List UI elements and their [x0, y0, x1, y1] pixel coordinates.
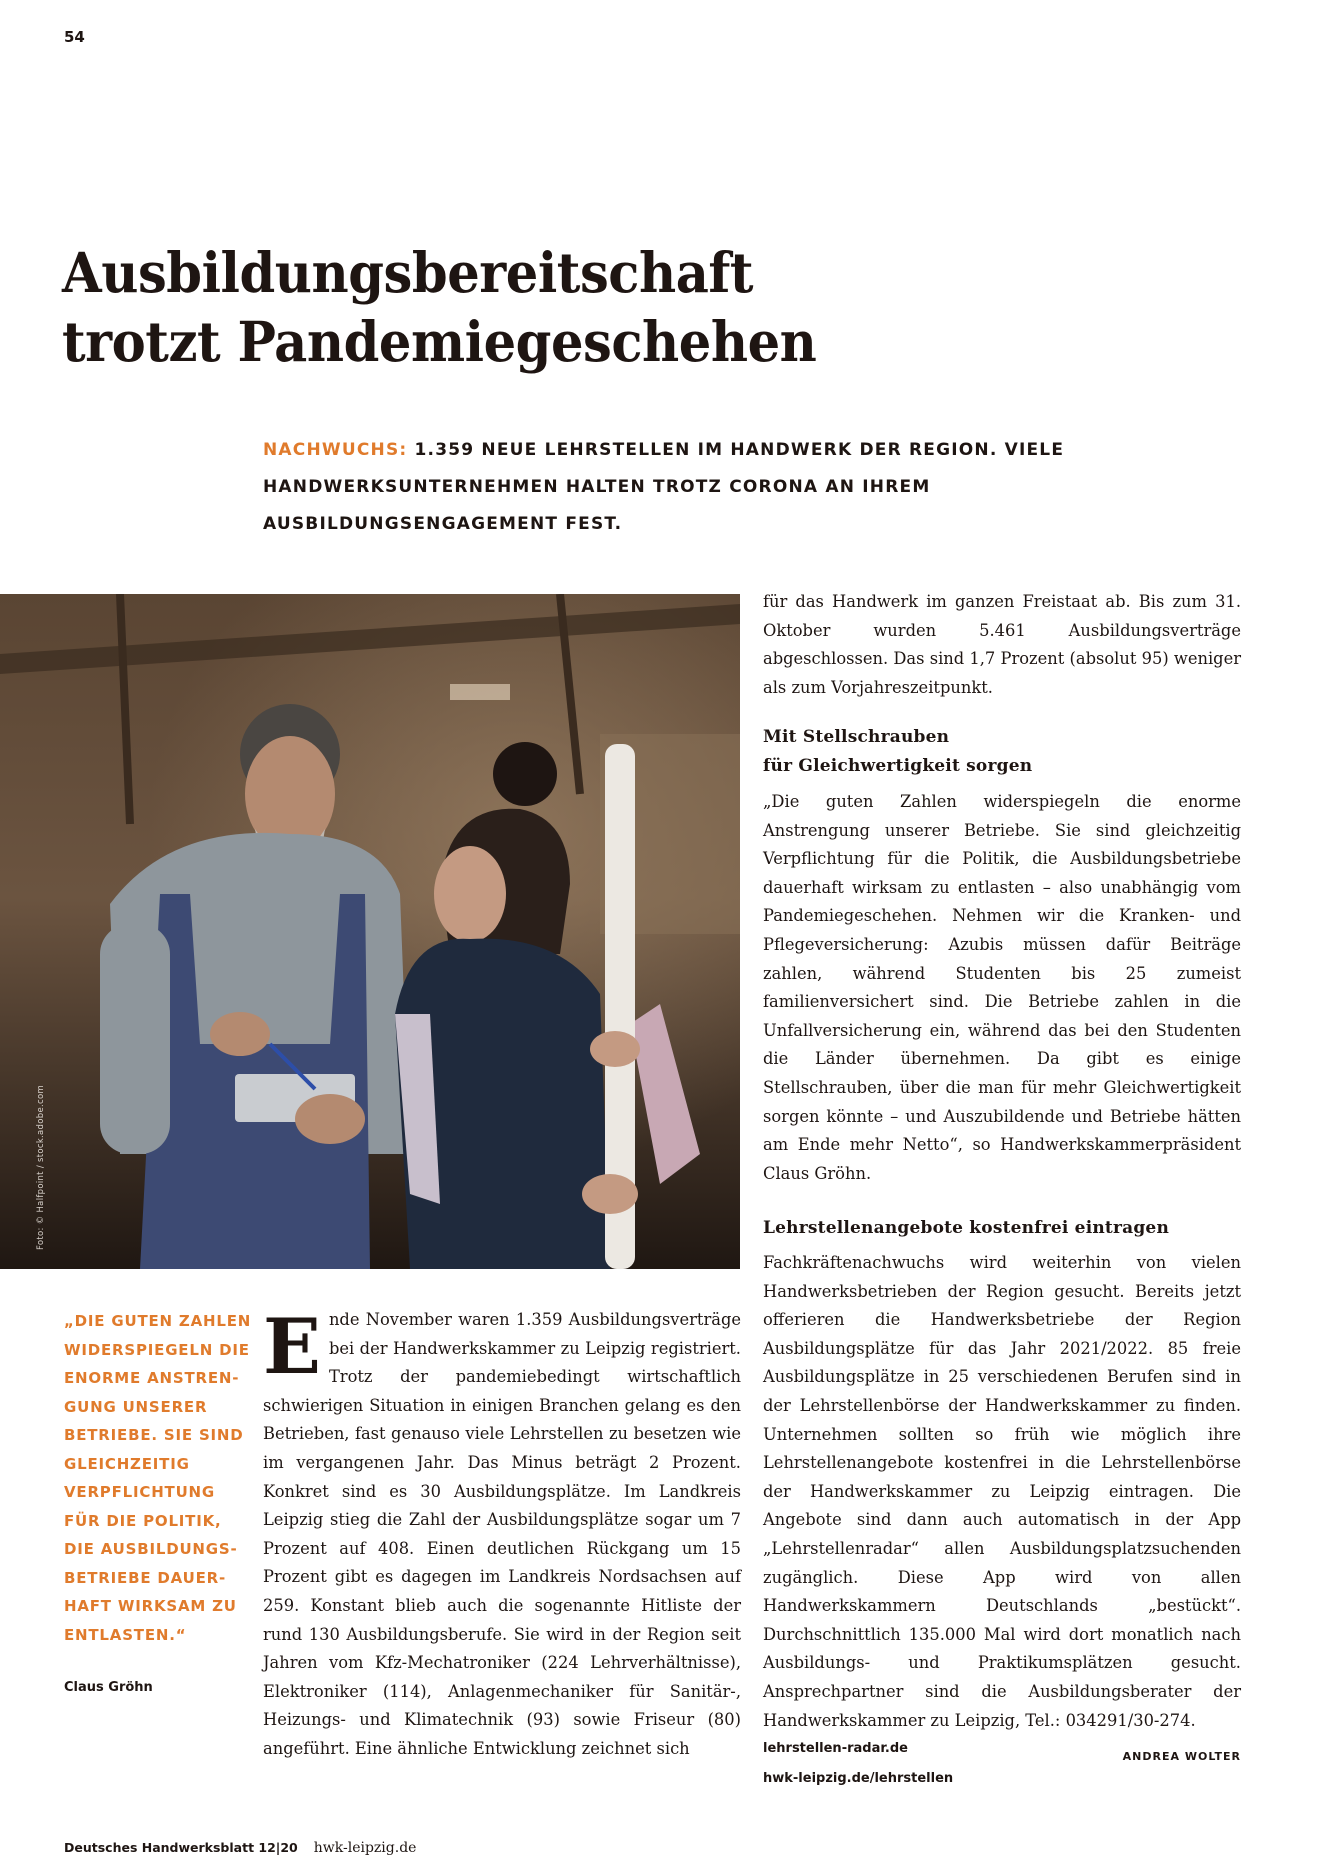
intro-text: nde November waren 1.359 Ausbildungsverträge bei der Handwerkskammer zu Leipzig registriert. Trotz der pandemiebedingt wirtschaftlich schwierigen Situation in einigen Branchen gelang es den Betrieben, fast genauso viele Lehrstellen zu besetzen wie im vergangenen Jahr. Das Minus beträgt 2 Prozent. Konkret sind es 30 Ausbildungsplätze. Im Landkreis Leipzig stieg die Zahl der Ausbildungsplätze sogar um 7 Prozent auf 408. Einen deutlichen Rückgang um 15 Prozent gibt es dagegen im Landkreis Nordsachsen auf 259. Konstant blieb auch die sogenannte Hitliste der rund 130 Ausbildungsberufe. Sie wird in der Region seit Jahren vom Kfz-Mechatroniker (224 Lehrverhältnisse), Elektroniker (114), Anlagenmechaniker für Sanitär-, Heizungs- und Klimatechnik (93) sowie Friseur (80) angeführt. Eine ähnliche Entwicklung zeichnet sich — [263, 1310, 741, 1758]
page-footer — [64, 1840, 416, 1856]
drop-cap: E — [263, 1302, 321, 1391]
photo-two-craftspeople-with-tablet-icon — [0, 594, 740, 1269]
subhead-lehrstellenangebote: Lehrstellenangebote kostenfrei eintragen — [763, 1218, 1170, 1238]
subhead-line-1: Mit Stellschrauben — [763, 727, 950, 747]
link-hwk-lehrstellen[interactable]: hwk-leipzig.de/lehrstellen — [763, 1771, 954, 1786]
footer-site[interactable]: hwk-leipzig.de — [313, 1840, 417, 1856]
dek-kicker: NACHWUCHS: — [263, 440, 408, 460]
footer-publication: Deutsches Handwerksblatt 12|20 — [64, 1840, 298, 1855]
headline-line-2: trotzt Pandemiegeschehen — [62, 309, 817, 374]
section-stellschrauben-text: „Die guten Zahlen widerspiegeln die enorme Anstrengung unserer Betriebe. Sie sind gleichzeitig Verpflichtung für die Politik, die Ausbildungsbetriebe dauerhaft wirksam zu entlasten – also unabhängig vom Pandemiegeschehen. Nehmen wir die Kranken- und Pflegeversicherung: Azubis müssen dafür Beiträge zahlen, während Studenten bis 25 zumeist familienversichert sind. Die Betriebe zahlen in die Unfallversicherung ein, während das bei den Studenten die Länder übernehmen. Da gibt es einige Stellschrauben, über die man für mehr Gleichwertigkeit sorgen könnte – und Auszubildende und Betriebe hätten am Ende mehr Netto“, so Handwerkskammerpräsident Claus Gröhn. — [763, 792, 1241, 1183]
pull-quote: „DIE GUTEN ZAHLEN WIDERSPIEGELN DIE ENORME ANSTRENGUNG UNSERER BETRIEBE. SIE SIND GLEICHZEITIG VERPFLICHTUNG FÜR DIE POLITIK, DIE AUSBILDUNGSBETRIEBE DAUERHAFT WIRKSAM ZU ENTLASTEN.“ — [64, 1312, 252, 1644]
article-headline — [62, 238, 992, 376]
article-body-continuation: für das Handwerk im ganzen Freistaat ab. Bis zum 31. Oktober wurden 5.461 Ausbildungsverträge abgeschlossen. Das sind 1,7 Prozent (absolut 95) weniger als zum Vorjahreszeitpunkt. — [763, 592, 1241, 697]
link-lehrstellen-radar[interactable]: lehrstellen-radar.de — [763, 1741, 908, 1756]
article-dek — [263, 432, 1083, 543]
article-body-intro — [263, 1302, 741, 1764]
subhead-stellschrauben — [763, 723, 1241, 780]
page-number: 54 — [64, 28, 85, 46]
dek-text: 1.359 NEUE LEHRSTELLEN IM HANDWERK DER REGION. VIELE HANDWERKSUNTERNEHMEN HALTEN TROTZ CORONA AN IHREM AUSBILDUNGSENGAGEMENT FEST. — [263, 440, 1065, 534]
pull-quote-author: Claus Gröhn — [64, 1680, 153, 1695]
subhead-line-2: für Gleichwertigkeit sorgen — [763, 755, 1033, 776]
headline-line-1: Ausbildungsbereitschaft — [62, 240, 754, 305]
article-photo — [0, 594, 740, 1269]
section-lehrstellenangebote-text: Fachkräftenachwuchs wird weiterhin von vielen Handwerksbetrieben der Region gesucht. Bereits jetzt offerieren die Handwerksbetriebe der Region Ausbildungsplätze für das Jahr 2021/2022. 85 freie Ausbildungsplätze in 25 verschiedenen Berufen sind in der Lehrstellenbörse der Handwerkskammer zu finden. Unternehmen sollten so früh wie möglich ihre Lehrstellenangebote kostenfrei in die Lehrstellenbörse der Handwerkskammer zu Leipzig eintragen. Die Angebote sind dann auch automatisch in der App „Lehrstellenradar“ allen Ausbildungsplatzsuchenden zugänglich. Diese App wird von allen Handwerkskammern Deutschlands „bestückt“. Durchschnittlich 135.000 Mal wird dort monatlich nach Ausbildungs- und Praktikumsplätzen gesucht. Ansprechpartner sind die Ausbildungsberater der Handwerkskammer zu Leipzig, Tel.: 034291/30-274. — [763, 1253, 1241, 1730]
section-lehrstellenangebote — [763, 1249, 1241, 1772]
photo-credit: Foto: © Halfpoint / stock.adobe.com — [36, 1084, 46, 1250]
author-byline: ANDREA WOLTER — [1122, 1750, 1241, 1764]
